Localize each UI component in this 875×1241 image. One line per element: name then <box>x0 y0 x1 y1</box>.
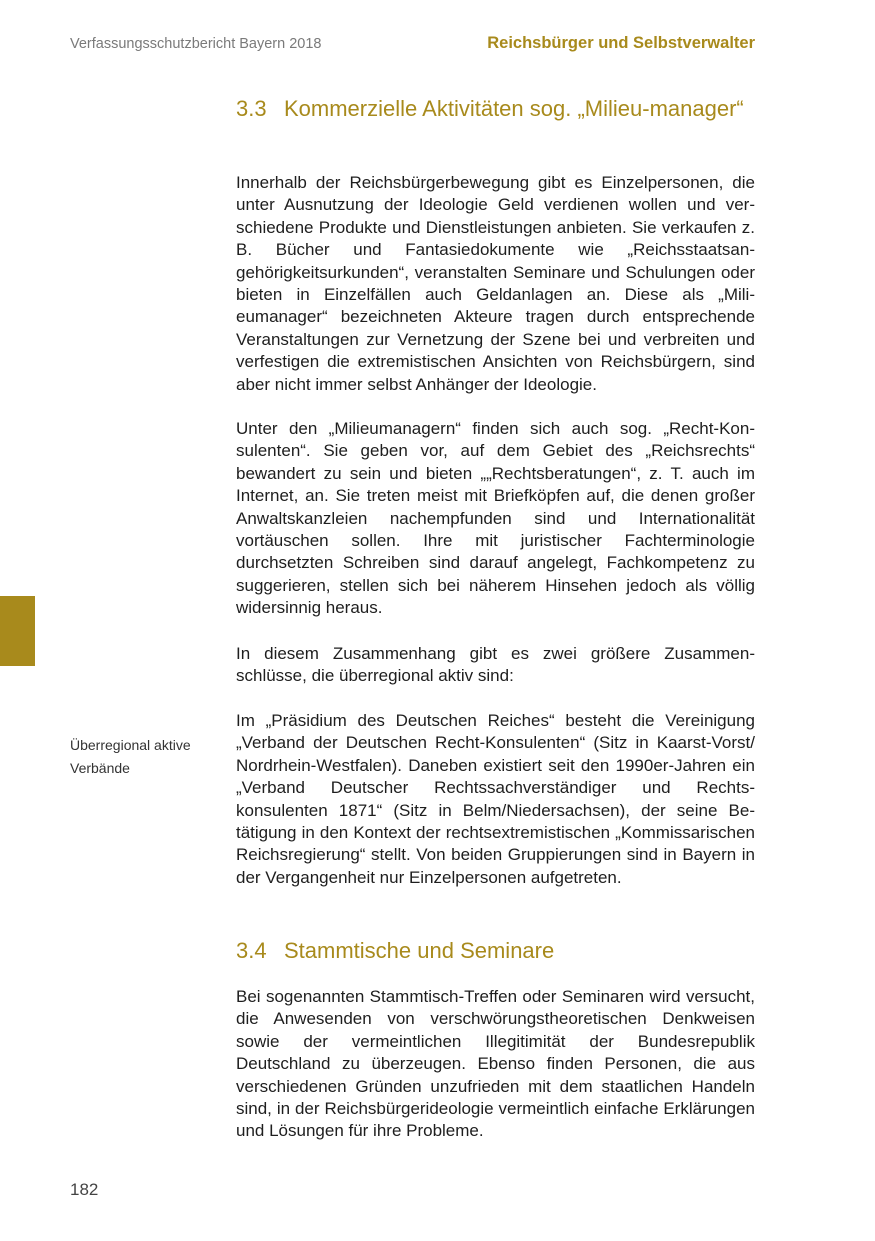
section-3-4-heading <box>236 936 756 965</box>
section-3-3-number: 3.3 <box>236 96 267 121</box>
running-header-right: Reichsbürger und Selbstverwalter <box>487 34 755 52</box>
section-3-3-heading <box>236 94 756 123</box>
section-3-4-title: Stammtische und Seminare <box>284 938 555 963</box>
paragraph-milieumanager-intro: Innerhalb der Reichsbürgerbewegung gibt es Einzelpersonen, die unter Ausnutzung der Ideologie Geld verdienen wollen und verschiedene Produkte und Dienstleistungen anbieten. Sie verkaufen z. B. Bücher und Fantasiedokumente wie „Reichsstaatsangehörigkeitsurkunden“, veranstalten Seminare und Schulungen oder bieten in Einzelfällen auch Geldanlagen an. Diese als „Milieumanager“ bezeichneten Akteure tragen durch entsprechende Veranstaltungen zur Vernetzung der Szene bei und verbreiten und verfestigen die extremistischen Ansichten von Reichsbürgern, sind aber nicht immer selbst Anhänger der Ideologie. <box>236 173 755 394</box>
section-3-3-title: Kommerzielle Aktivitäten sog. „Milieu-manager“ <box>284 96 744 121</box>
paragraph-recht-konsulenten: Unter den „Milieumanagern“ finden sich auch sog. „Recht-Konsulenten“. Sie geben vor, auf dem Gebiet des „Reichsrechts“ bewandert zu sein und bieten „„Rechtsberatungen“, z. T. auch im Internet, an. Sie treten meist mit Briefköpfen auf, die denen großer Anwaltskanzleien nachempfunden sind und Internationalität vortäuschen sollen. Ihre mit juristischer Fachterminologie durchsetzten Schreiben sind darauf angelegt, Fachkompetenz zu suggerieren, stellen sich bei näherem Hinsehen jedoch als völlig widersinnig heraus. <box>236 419 755 618</box>
paragraph-stammtische: Bei sogenannten Stammtisch-Treffen oder Seminaren wird versucht, die Anwesenden von verschwörungstheoretischen Denkweisen sowie der vermeintlichen Illegitimität der Bundesrepublik Deutschland zu überzeugen. Ebenso finden Personen, die aus verschiedenen Gründen unzufrieden mit dem staatlichen Handeln sind, in der Reichsbürgerideologie vermeintlich einfache Erklärungen und Lösungen für ihre Probleme. <box>236 987 755 1141</box>
section-3-4-number: 3.4 <box>236 938 267 963</box>
chapter-side-tab <box>0 596 35 666</box>
paragraph-zusammenschluesse: In diesem Zusammenhang gibt es zwei größere Zusammenschlüsse, die überregional aktiv sind: <box>236 644 755 686</box>
page-number: 182 <box>70 1180 99 1199</box>
running-header-left: Verfassungsschutzbericht Bayern 2018 <box>70 36 322 52</box>
paragraph-verbaende: Im „Präsidium des Deutschen Reiches“ besteht die Vereinigung „Verband der Deutschen Recht-Konsulenten“ (Sitz in Kaarst-Vorst/ Nordrhein-Westfalen). Daneben existiert seit den 1990er-Jahren ein „Verband Deutscher Rechtssachverständiger und Rechtskonsulenten 1871“ (Sitz in Belm/Niedersachsen), der seine Betätigung in den Kontext der rechtsextremistischen „Kommissarischen Reichsregierung“ stellt. Von beiden Gruppierungen sind in Bayern in der Vergangenheit nur Einzelpersonen aufgetreten. <box>236 711 755 887</box>
margin-note: Überregional aktive Verbände <box>70 737 191 776</box>
